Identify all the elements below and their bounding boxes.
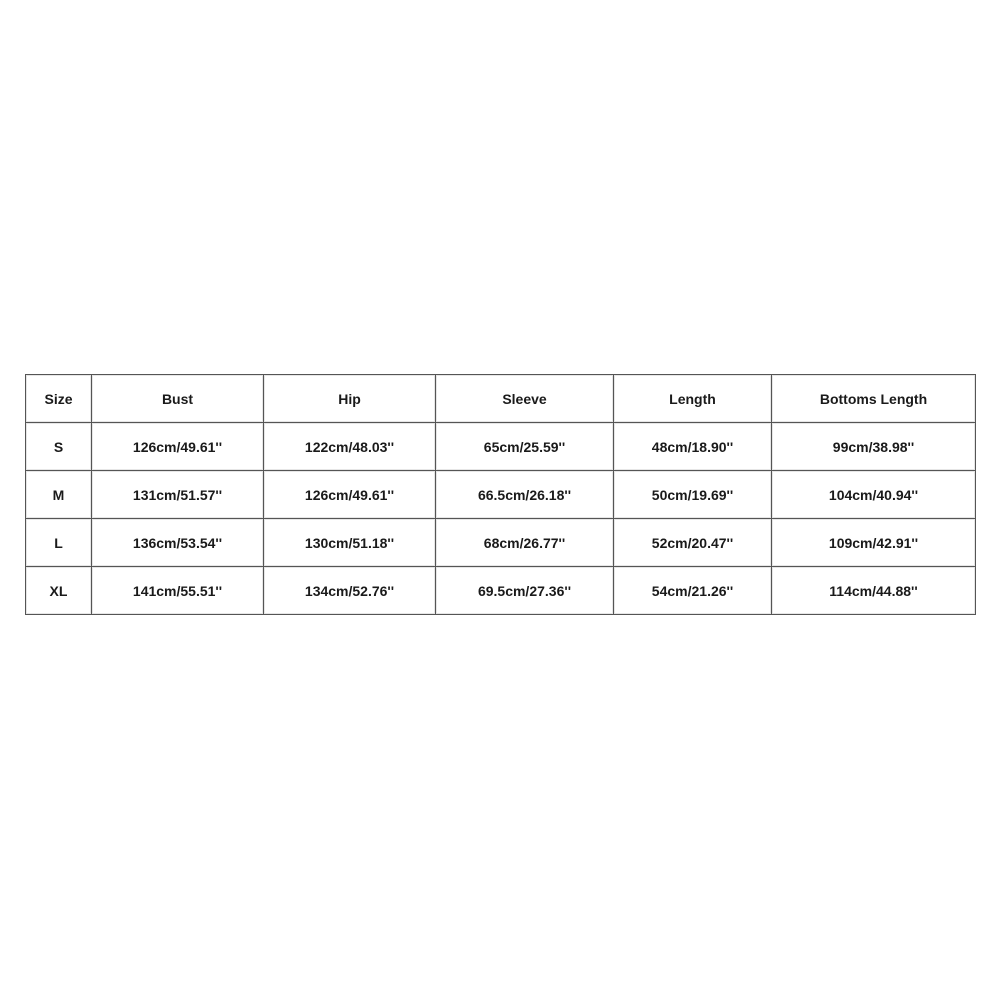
cell-bottoms-length: 104cm/40.94'' [772, 471, 976, 519]
cell-size: XL [26, 567, 92, 615]
cell-sleeve: 65cm/25.59'' [436, 423, 614, 471]
cell-size: M [26, 471, 92, 519]
size-chart-table [25, 374, 976, 615]
header-bust: Bust [92, 375, 264, 423]
table-row [26, 471, 976, 519]
header-size: Size [26, 375, 92, 423]
cell-sleeve: 68cm/26.77'' [436, 519, 614, 567]
header-bottoms-length: Bottoms Length [772, 375, 976, 423]
cell-length: 52cm/20.47'' [614, 519, 772, 567]
cell-hip: 134cm/52.76'' [264, 567, 436, 615]
cell-size: L [26, 519, 92, 567]
cell-bust: 131cm/51.57'' [92, 471, 264, 519]
cell-hip: 126cm/49.61'' [264, 471, 436, 519]
table-row [26, 519, 976, 567]
table-row [26, 423, 976, 471]
table-row [26, 567, 976, 615]
cell-sleeve: 69.5cm/27.36'' [436, 567, 614, 615]
cell-length: 48cm/18.90'' [614, 423, 772, 471]
cell-length: 54cm/21.26'' [614, 567, 772, 615]
header-length: Length [614, 375, 772, 423]
header-sleeve: Sleeve [436, 375, 614, 423]
header-row [26, 375, 976, 423]
header-hip: Hip [264, 375, 436, 423]
cell-length: 50cm/19.69'' [614, 471, 772, 519]
cell-size: S [26, 423, 92, 471]
cell-hip: 130cm/51.18'' [264, 519, 436, 567]
cell-bottoms-length: 99cm/38.98'' [772, 423, 976, 471]
cell-bottoms-length: 109cm/42.91'' [772, 519, 976, 567]
cell-bottoms-length: 114cm/44.88'' [772, 567, 976, 615]
cell-sleeve: 66.5cm/26.18'' [436, 471, 614, 519]
cell-hip: 122cm/48.03'' [264, 423, 436, 471]
cell-bust: 141cm/55.51'' [92, 567, 264, 615]
cell-bust: 136cm/53.54'' [92, 519, 264, 567]
cell-bust: 126cm/49.61'' [92, 423, 264, 471]
